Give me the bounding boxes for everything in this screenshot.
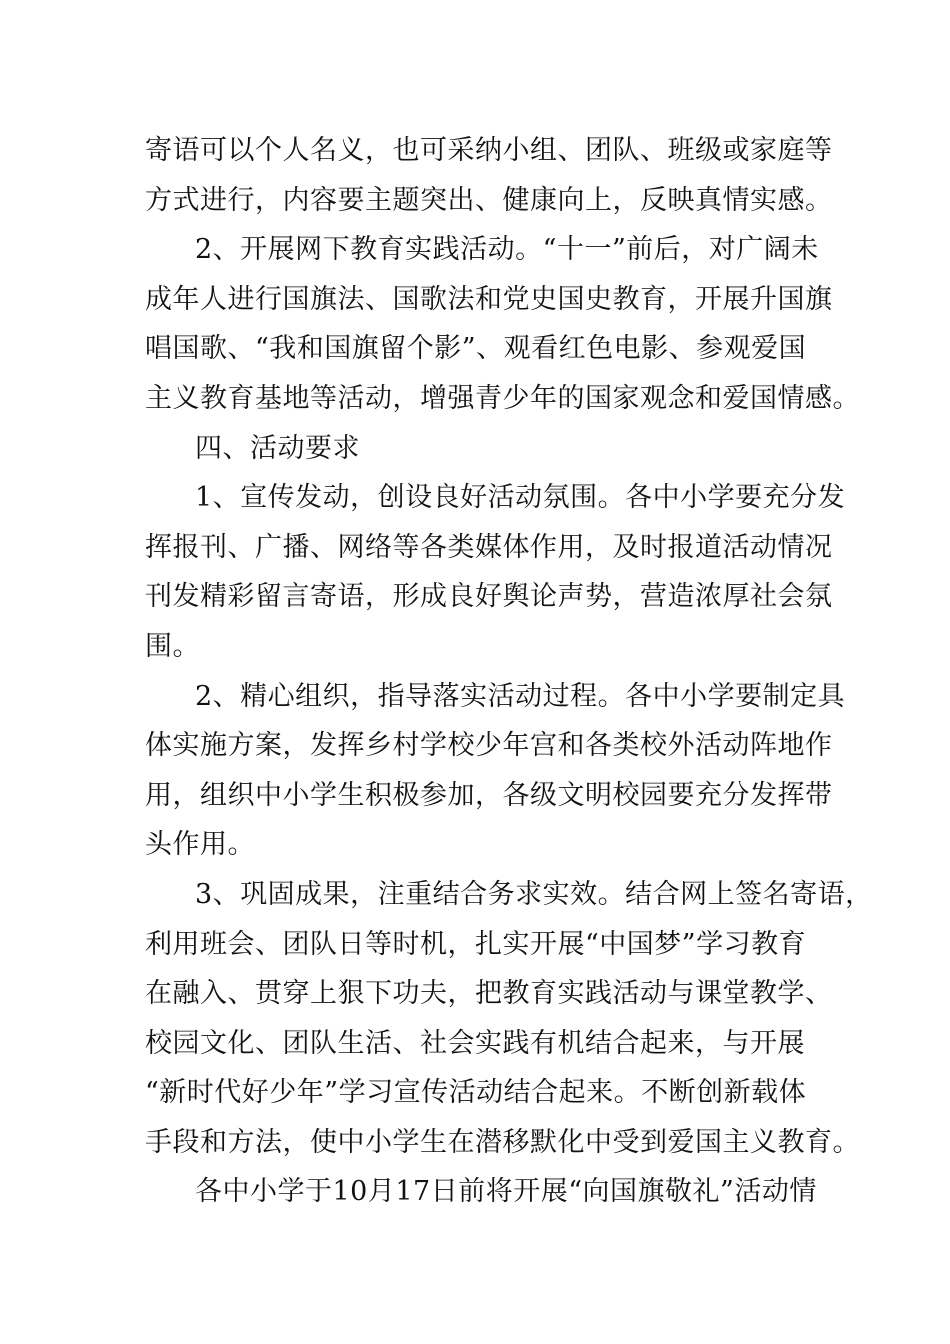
document-body [145,126,873,1217]
text-line: 唱国歌、“我和国旗留个影”、观看红色电影、参观爱国 [145,333,807,365]
text-line: 2、精心组织，指导落实活动过程。各中小学要制定具 [195,680,846,712]
text-line: 成年人进行国旗法、国歌法和党史国史教育，开展升国旗 [145,283,833,315]
text-line: 方式进行，内容要主题突出、健康向上，反映真情实感。 [145,184,833,216]
text-line: 在融入、贯穿上狠下功夫，把教育实践活动与课堂教学、 [145,978,833,1010]
text-line: 围。 [145,630,200,662]
text-line: 各中小学于10月17日前将开展“向国旗敬礼”活动情 [195,1176,817,1208]
text-line: 刊发精彩留言寄语，形成良好舆论声势，营造浓厚社会氛 [145,581,833,613]
text-line: 寄语可以个人名义，也可采纳小组、团队、班级或家庭等 [145,135,833,166]
text-line: 手段和方法，使中小学生在潜移默化中受到爱国主义教育。 [145,1126,860,1158]
text-line: 2、开展网下教育实践活动。“十一”前后，对广阔未 [195,234,819,266]
text-line: 3、巩固成果，注重结合务求实效。结合网上签名寄语， [195,878,873,910]
text-line: 挥报刊、广播、网络等各类媒体作用，及时报道活动情况 [145,531,833,563]
text-line: 主义教育基地等活动，增强青少年的国家观念和爱国情感。 [145,382,860,414]
text-line: 头作用。 [145,829,255,861]
text-line: 体实施方案，发挥乡村学校少年宫和各类校外活动阵地作 [145,730,833,762]
text-line: 利用班会、团队日等时机，扎实开展“中国梦”学习教育 [145,928,807,960]
text-line: 1、宣传发动，创设良好活动氛围。各中小学要充分发 [195,482,846,514]
text-line: 校园文化、团队生活、社会实践有机结合起来，与开展 [145,1027,805,1059]
text-line: 用，组织中小学生积极参加，各级文明校园要充分发挥带 [145,779,833,811]
section-heading: 四、活动要求 [195,432,360,464]
text-line: “新时代好少年”学习宣传活动结合起来。不断创新载体 [145,1077,807,1109]
